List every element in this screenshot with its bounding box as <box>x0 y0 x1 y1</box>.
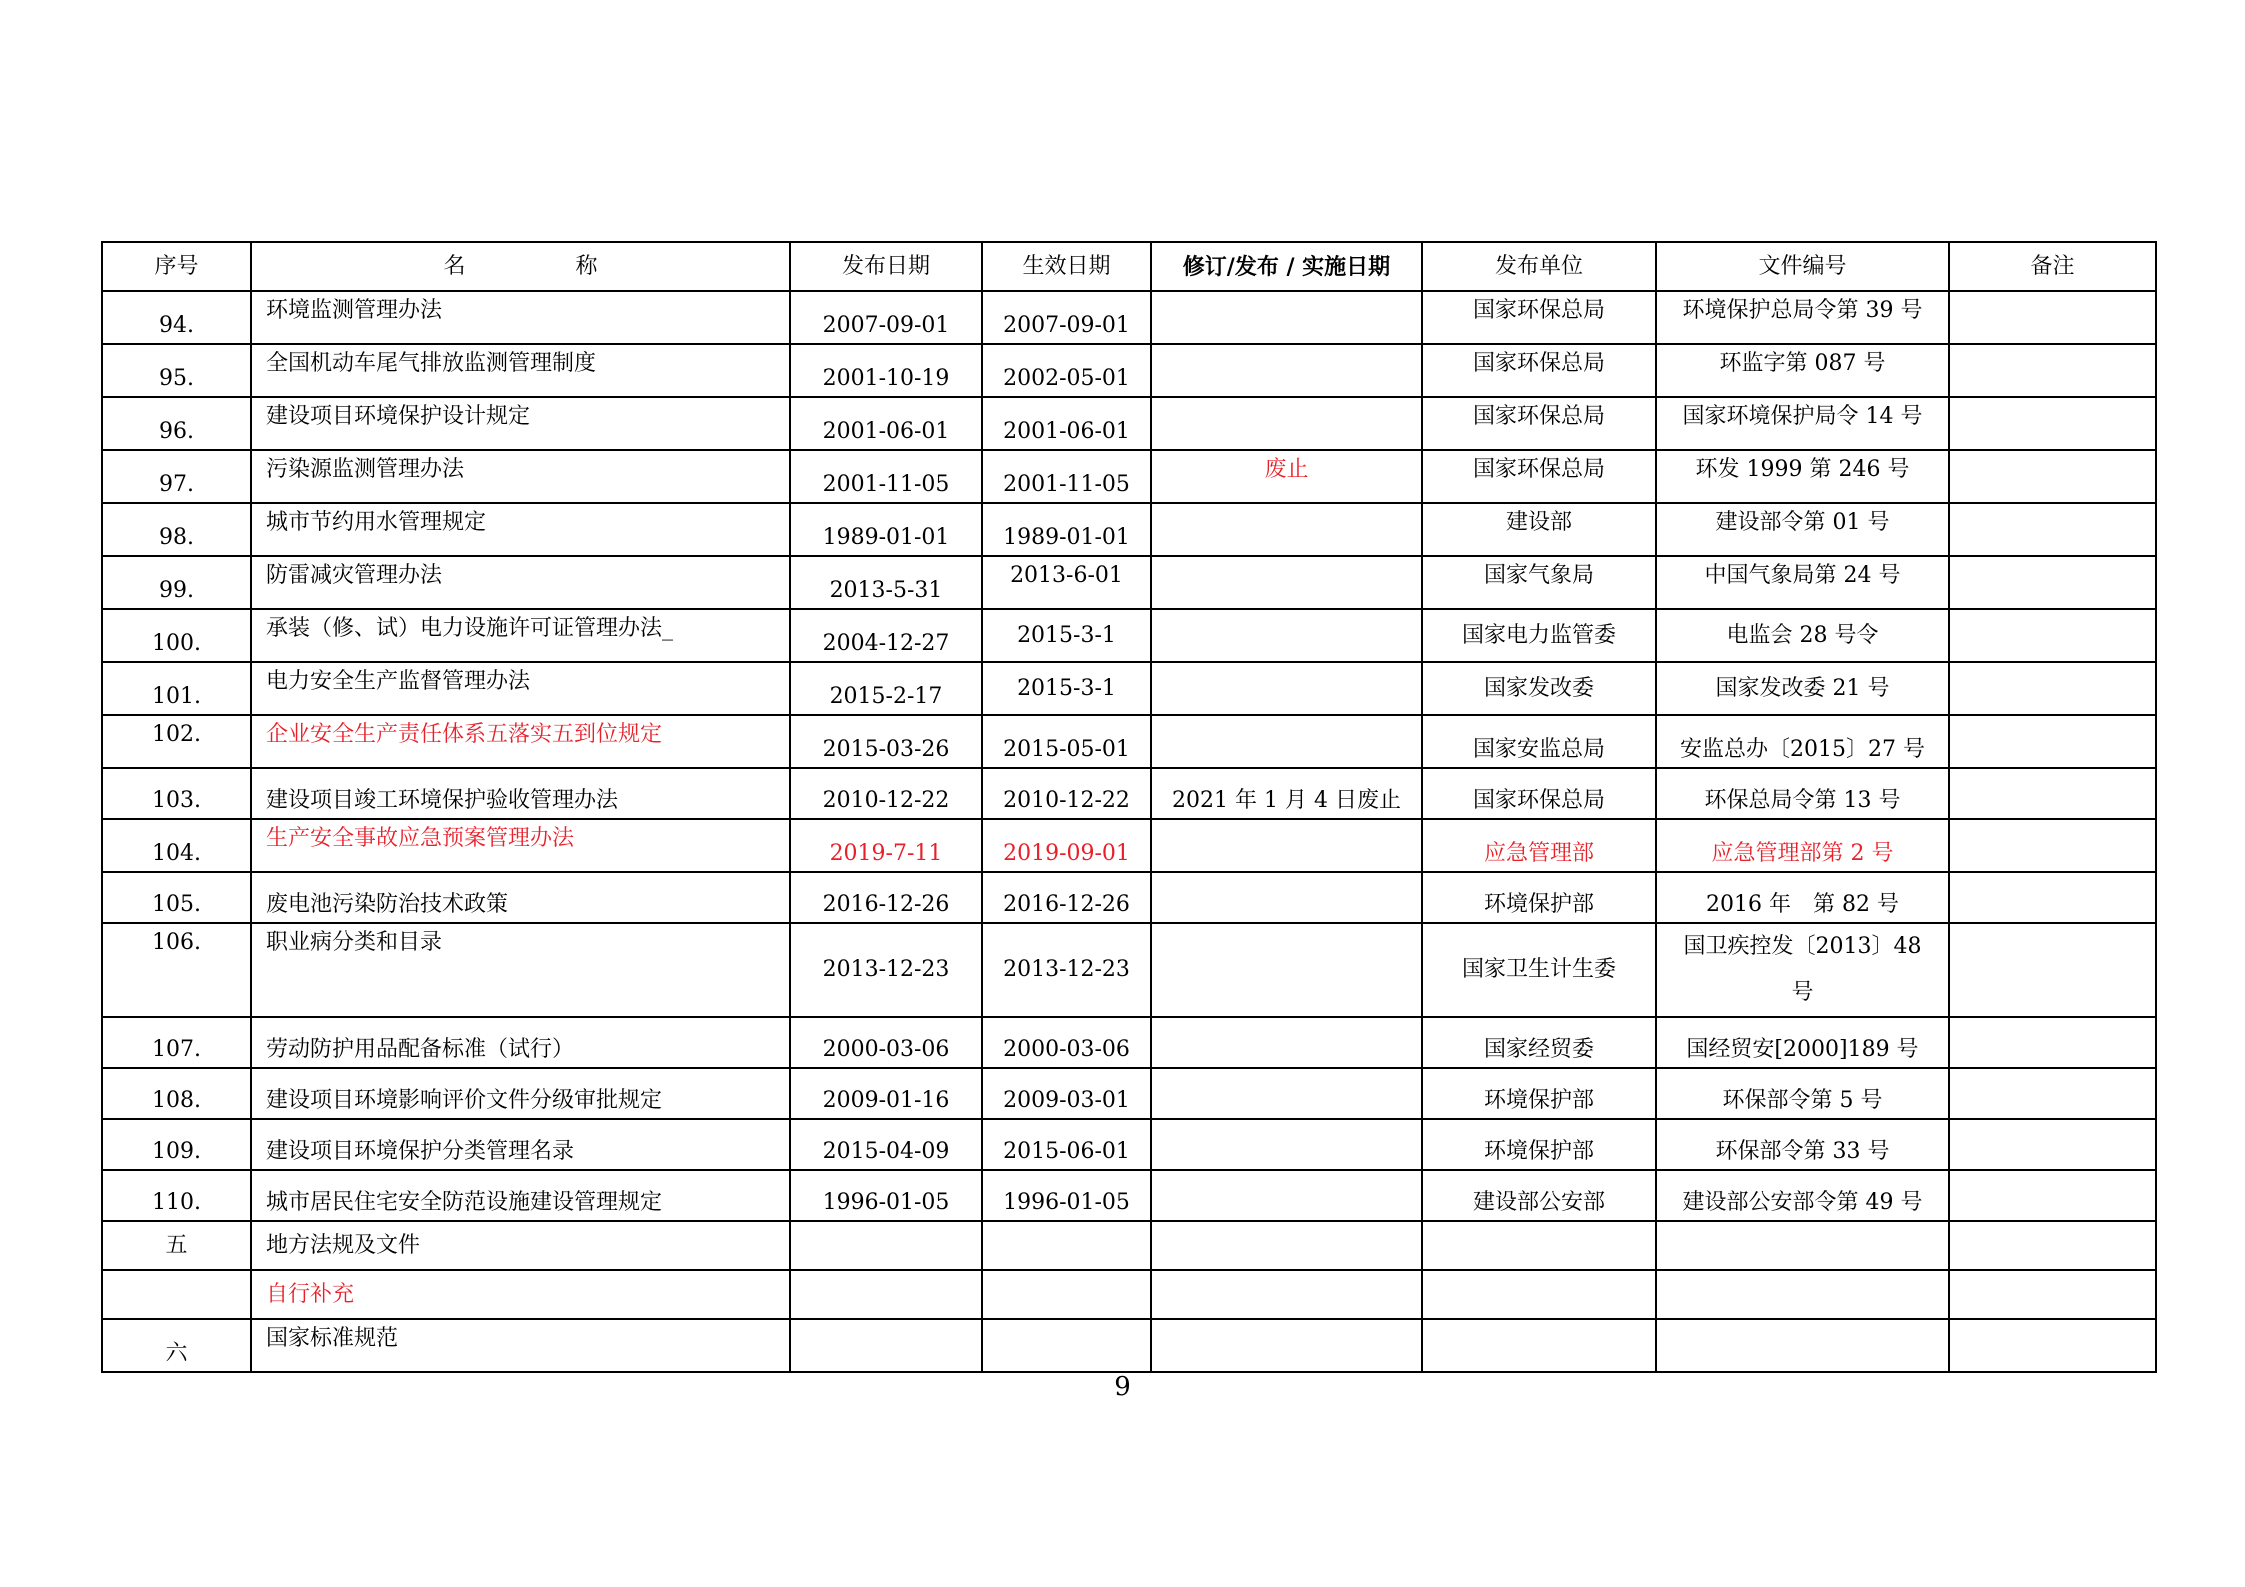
row-remarks <box>1949 715 2156 768</box>
row-seq: 99. <box>102 556 251 609</box>
row-effective-date: 2007-09-01 <box>982 291 1151 344</box>
row-effective-date: 2001-06-01 <box>982 397 1151 450</box>
row-revision <box>1151 397 1422 450</box>
row-document-number: 应急管理部第 2 号 <box>1656 819 1949 872</box>
row-seq: 104. <box>102 819 251 872</box>
row-effective-date: 2010-12-22 <box>982 768 1151 819</box>
row-publish-date: 2007-09-01 <box>790 291 982 344</box>
row-revision <box>1151 1017 1422 1068</box>
row-remarks <box>1949 291 2156 344</box>
row-seq: 98. <box>102 503 251 556</box>
row-name: 废电池污染防治技术政策 <box>251 872 790 923</box>
row-publish-date: 2001-11-05 <box>790 450 982 503</box>
section-seq: 五 <box>102 1221 251 1270</box>
row-publish-date: 2015-2-17 <box>790 662 982 715</box>
row-document-number: 环境保护总局令第 39 号 <box>1656 291 1949 344</box>
row-remarks <box>1949 923 2156 1017</box>
row-revision <box>1151 1068 1422 1119</box>
row-publish-date: 2010-12-22 <box>790 768 982 819</box>
table-row <box>102 872 2156 923</box>
row-issuing-unit: 国家安监总局 <box>1422 715 1656 768</box>
row-document-number: 建设部令第 01 号 <box>1656 503 1949 556</box>
row-revision <box>1151 503 1422 556</box>
row-remarks <box>1949 503 2156 556</box>
table-row <box>102 344 2156 397</box>
header-issuing-unit: 发布单位 <box>1422 242 1656 291</box>
row-document-number: 国家发改委 21 号 <box>1656 662 1949 715</box>
row-name: 城市居民住宅安全防范设施建设管理规定 <box>251 1170 790 1221</box>
row-document-number: 环保总局令第 13 号 <box>1656 768 1949 819</box>
row-document-number: 2016 年 第 82 号 <box>1656 872 1949 923</box>
section-row <box>102 1270 2156 1319</box>
row-issuing-unit: 国家经贸委 <box>1422 1017 1656 1068</box>
row-remarks <box>1949 344 2156 397</box>
row-publish-date: 2016-12-26 <box>790 872 982 923</box>
row-revision <box>1151 819 1422 872</box>
row-issuing-unit: 国家环保总局 <box>1422 397 1656 450</box>
row-document-number: 安监总办〔2015〕27 号 <box>1656 715 1949 768</box>
row-issuing-unit: 国家发改委 <box>1422 662 1656 715</box>
row-publish-date: 2001-06-01 <box>790 397 982 450</box>
row-effective-date: 2015-05-01 <box>982 715 1151 768</box>
row-publish-date: 2015-04-09 <box>790 1119 982 1170</box>
section-title: 地方法规及文件 <box>251 1221 790 1270</box>
header-publish-date: 发布日期 <box>790 242 982 291</box>
row-name: 劳动防护用品配备标准（试行） <box>251 1017 790 1068</box>
row-seq: 95. <box>102 344 251 397</box>
row-revision <box>1151 923 1422 1017</box>
row-issuing-unit: 国家卫生计生委 <box>1422 923 1656 1017</box>
row-revision <box>1151 872 1422 923</box>
row-effective-date: 2015-3-1 <box>982 609 1151 662</box>
row-revision <box>1151 344 1422 397</box>
row-remarks <box>1949 768 2156 819</box>
header-remarks: 备注 <box>1949 242 2156 291</box>
row-name: 职业病分类和目录 <box>251 923 790 1017</box>
row-revision <box>1151 1170 1422 1221</box>
row-revision <box>1151 556 1422 609</box>
row-name: 建设项目竣工环境保护验收管理办法 <box>251 768 790 819</box>
row-effective-date: 1996-01-05 <box>982 1170 1151 1221</box>
row-document-number: 国卫疾控发〔2013〕48 号 <box>1656 923 1949 1017</box>
row-name: 企业安全生产责任体系五落实五到位规定 <box>251 715 790 768</box>
row-publish-date: 2019-7-11 <box>790 819 982 872</box>
row-issuing-unit: 建设部公安部 <box>1422 1170 1656 1221</box>
section-title: 国家标准规范 <box>251 1319 790 1372</box>
regulations-table <box>101 241 2157 1373</box>
row-name: 建设项目环境保护设计规定 <box>251 397 790 450</box>
row-issuing-unit: 国家电力监管委 <box>1422 609 1656 662</box>
row-document-number: 环保部令第 5 号 <box>1656 1068 1949 1119</box>
table-row <box>102 819 2156 872</box>
row-seq: 96. <box>102 397 251 450</box>
row-document-number: 电监会 28 号令 <box>1656 609 1949 662</box>
row-effective-date: 2016-12-26 <box>982 872 1151 923</box>
row-effective-date: 1989-01-01 <box>982 503 1151 556</box>
row-revision <box>1151 662 1422 715</box>
row-seq: 110. <box>102 1170 251 1221</box>
row-seq: 102. <box>102 715 251 768</box>
row-name: 建设项目环境影响评价文件分级审批规定 <box>251 1068 790 1119</box>
row-publish-date: 1989-01-01 <box>790 503 982 556</box>
table-row <box>102 1068 2156 1119</box>
row-publish-date: 2001-10-19 <box>790 344 982 397</box>
header-effective-date: 生效日期 <box>982 242 1151 291</box>
row-revision: 2021 年 1 月 4 日废止 <box>1151 768 1422 819</box>
table-row <box>102 768 2156 819</box>
row-effective-date: 2015-3-1 <box>982 662 1151 715</box>
row-remarks <box>1949 1017 2156 1068</box>
row-publish-date: 2009-01-16 <box>790 1068 982 1119</box>
row-seq: 101. <box>102 662 251 715</box>
table-row <box>102 923 2156 1017</box>
row-publish-date: 2004-12-27 <box>790 609 982 662</box>
row-issuing-unit: 国家气象局 <box>1422 556 1656 609</box>
row-publish-date: 2015-03-26 <box>790 715 982 768</box>
row-issuing-unit: 国家环保总局 <box>1422 344 1656 397</box>
row-publish-date: 2000-03-06 <box>790 1017 982 1068</box>
row-effective-date: 2000-03-06 <box>982 1017 1151 1068</box>
row-document-number: 环监字第 087 号 <box>1656 344 1949 397</box>
row-issuing-unit: 应急管理部 <box>1422 819 1656 872</box>
row-seq: 94. <box>102 291 251 344</box>
row-seq: 108. <box>102 1068 251 1119</box>
table-row <box>102 1119 2156 1170</box>
row-seq: 107. <box>102 1017 251 1068</box>
section-seq <box>102 1270 251 1319</box>
row-name: 电力安全生产监督管理办法 <box>251 662 790 715</box>
section-seq: 六 <box>102 1319 251 1372</box>
section-title: 自行补充 <box>251 1270 790 1319</box>
header-seq: 序号 <box>102 242 251 291</box>
row-document-number: 环保部令第 33 号 <box>1656 1119 1949 1170</box>
row-document-number: 国家环境保护局令 14 号 <box>1656 397 1949 450</box>
table-row <box>102 503 2156 556</box>
table-row <box>102 1170 2156 1221</box>
table-header-row <box>102 242 2156 291</box>
table-row <box>102 397 2156 450</box>
row-issuing-unit: 环境保护部 <box>1422 1119 1656 1170</box>
row-seq: 100. <box>102 609 251 662</box>
table-row <box>102 609 2156 662</box>
row-remarks <box>1949 1119 2156 1170</box>
table-row <box>102 450 2156 503</box>
row-remarks <box>1949 662 2156 715</box>
table-row <box>102 1017 2156 1068</box>
table-row <box>102 715 2156 768</box>
row-remarks <box>1949 609 2156 662</box>
row-effective-date: 2015-06-01 <box>982 1119 1151 1170</box>
row-revision <box>1151 609 1422 662</box>
row-revision <box>1151 1119 1422 1170</box>
row-effective-date: 2002-05-01 <box>982 344 1151 397</box>
row-name: 建设项目环境保护分类管理名录 <box>251 1119 790 1170</box>
row-remarks <box>1949 819 2156 872</box>
header-document-number: 文件编号 <box>1656 242 1949 291</box>
row-document-number: 国经贸安[2000]189 号 <box>1656 1017 1949 1068</box>
row-document-number: 环发 1999 第 246 号 <box>1656 450 1949 503</box>
row-effective-date: 2019-09-01 <box>982 819 1151 872</box>
header-name: 名 称 <box>251 242 790 291</box>
row-effective-date: 2013-12-23 <box>982 923 1151 1017</box>
row-issuing-unit: 环境保护部 <box>1422 1068 1656 1119</box>
row-revision: 废止 <box>1151 450 1422 503</box>
row-remarks <box>1949 872 2156 923</box>
row-remarks <box>1949 556 2156 609</box>
row-revision <box>1151 291 1422 344</box>
row-effective-date: 2013-6-01 <box>982 556 1151 609</box>
row-seq: 105. <box>102 872 251 923</box>
row-issuing-unit: 建设部 <box>1422 503 1656 556</box>
row-remarks <box>1949 397 2156 450</box>
row-seq: 109. <box>102 1119 251 1170</box>
row-effective-date: 2009-03-01 <box>982 1068 1151 1119</box>
row-name: 防雷减灾管理办法 <box>251 556 790 609</box>
row-issuing-unit: 国家环保总局 <box>1422 291 1656 344</box>
row-publish-date: 2013-5-31 <box>790 556 982 609</box>
row-issuing-unit: 国家环保总局 <box>1422 768 1656 819</box>
table-row <box>102 662 2156 715</box>
row-name: 城市节约用水管理规定 <box>251 503 790 556</box>
section-row <box>102 1319 2156 1372</box>
page-number: 9 <box>1114 1372 1131 1402</box>
row-remarks <box>1949 1170 2156 1221</box>
row-document-number: 建设部公安部令第 49 号 <box>1656 1170 1949 1221</box>
row-seq: 103. <box>102 768 251 819</box>
row-remarks <box>1949 450 2156 503</box>
row-seq: 97. <box>102 450 251 503</box>
row-remarks <box>1949 1068 2156 1119</box>
table-row <box>102 291 2156 344</box>
row-name: 生产安全事故应急预案管理办法 <box>251 819 790 872</box>
row-effective-date: 2001-11-05 <box>982 450 1151 503</box>
header-revision-date: 修订/发布 / 实施日期 <box>1151 242 1422 291</box>
row-seq: 106. <box>102 923 251 1017</box>
row-publish-date: 1996-01-05 <box>790 1170 982 1221</box>
row-document-number: 中国气象局第 24 号 <box>1656 556 1949 609</box>
table-row <box>102 556 2156 609</box>
row-publish-date: 2013-12-23 <box>790 923 982 1017</box>
row-name: 环境监测管理办法 <box>251 291 790 344</box>
row-name: 污染源监测管理办法 <box>251 450 790 503</box>
section-row <box>102 1221 2156 1270</box>
row-issuing-unit: 环境保护部 <box>1422 872 1656 923</box>
row-name: 承装（修、试）电力设施许可证管理办法_ <box>251 609 790 662</box>
row-name: 全国机动车尾气排放监测管理制度 <box>251 344 790 397</box>
row-revision <box>1151 715 1422 768</box>
row-issuing-unit: 国家环保总局 <box>1422 450 1656 503</box>
